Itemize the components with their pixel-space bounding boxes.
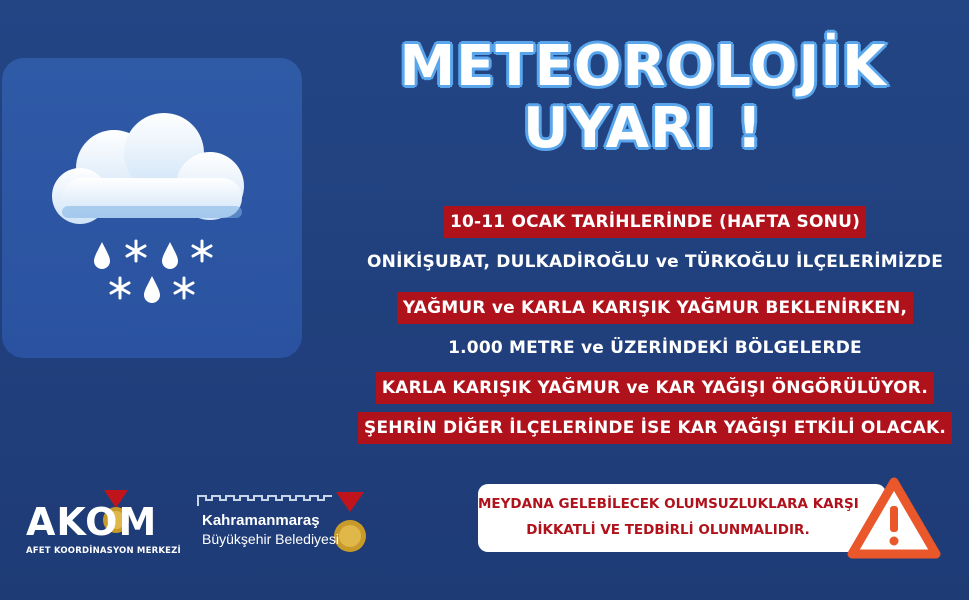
kbb-subtitle: Büyükşehir Belediyesi (202, 531, 339, 547)
message-line-5-text: KARLA KARIŞIK YAĞMUR ve KAR YAĞIŞI ÖNGÖRÜLÜYOR. (376, 372, 934, 404)
message-line-5 (370, 372, 940, 404)
message-line-1 (370, 206, 940, 238)
message-line-4-text: 1.000 METRE ve ÜZERİNDEKİ BÖLGELERDE (448, 338, 862, 358)
message-line-2 (366, 246, 944, 278)
warning-message (364, 206, 946, 446)
cloud-rain-snow-icon (2, 58, 302, 358)
page-title (320, 36, 966, 160)
message-line-2-text: ONİKİŞUBAT, DULKADİROĞLU ve TÜRKOĞLU İLÇELERİMİZDE (366, 252, 944, 272)
message-line-6 (364, 412, 946, 444)
akom-subtitle: AFET KOORDİNASYON MERKEZİ (26, 546, 181, 556)
akom-logo (26, 490, 181, 560)
warning-box (478, 484, 886, 552)
message-line-3-text: YAĞMUR ve KARLA KARIŞIK YAĞMUR BEKLENİRKEN, (397, 292, 913, 324)
warning-line-1: MEYDANA GELEBİLECEK OLUMSUZLUKLARA KARŞI (478, 496, 859, 512)
warning-triangle-icon (846, 476, 942, 560)
title-line-1: METEOROLOJİK (399, 34, 887, 99)
kbb-name: Kahramanmaraş (202, 512, 320, 529)
weather-card (2, 58, 302, 358)
akom-name: AKOM (26, 500, 158, 544)
message-line-4 (370, 332, 940, 364)
message-line-6-text: ŞEHRİN DİĞER İLÇELERİNDE İSE KAR YAĞIŞI ETKİLİ OLACAK. (358, 412, 952, 444)
kbb-logo (196, 488, 376, 568)
warning-line-2: DİKKATLİ VE TEDBİRLİ OLUNMALIDIR. (526, 522, 810, 538)
title-line-2: UYARI ! (523, 96, 763, 161)
message-line-1-text: 10-11 OCAK TARİHLERİNDE (HAFTA SONU) (444, 206, 866, 238)
message-line-3 (370, 292, 940, 324)
